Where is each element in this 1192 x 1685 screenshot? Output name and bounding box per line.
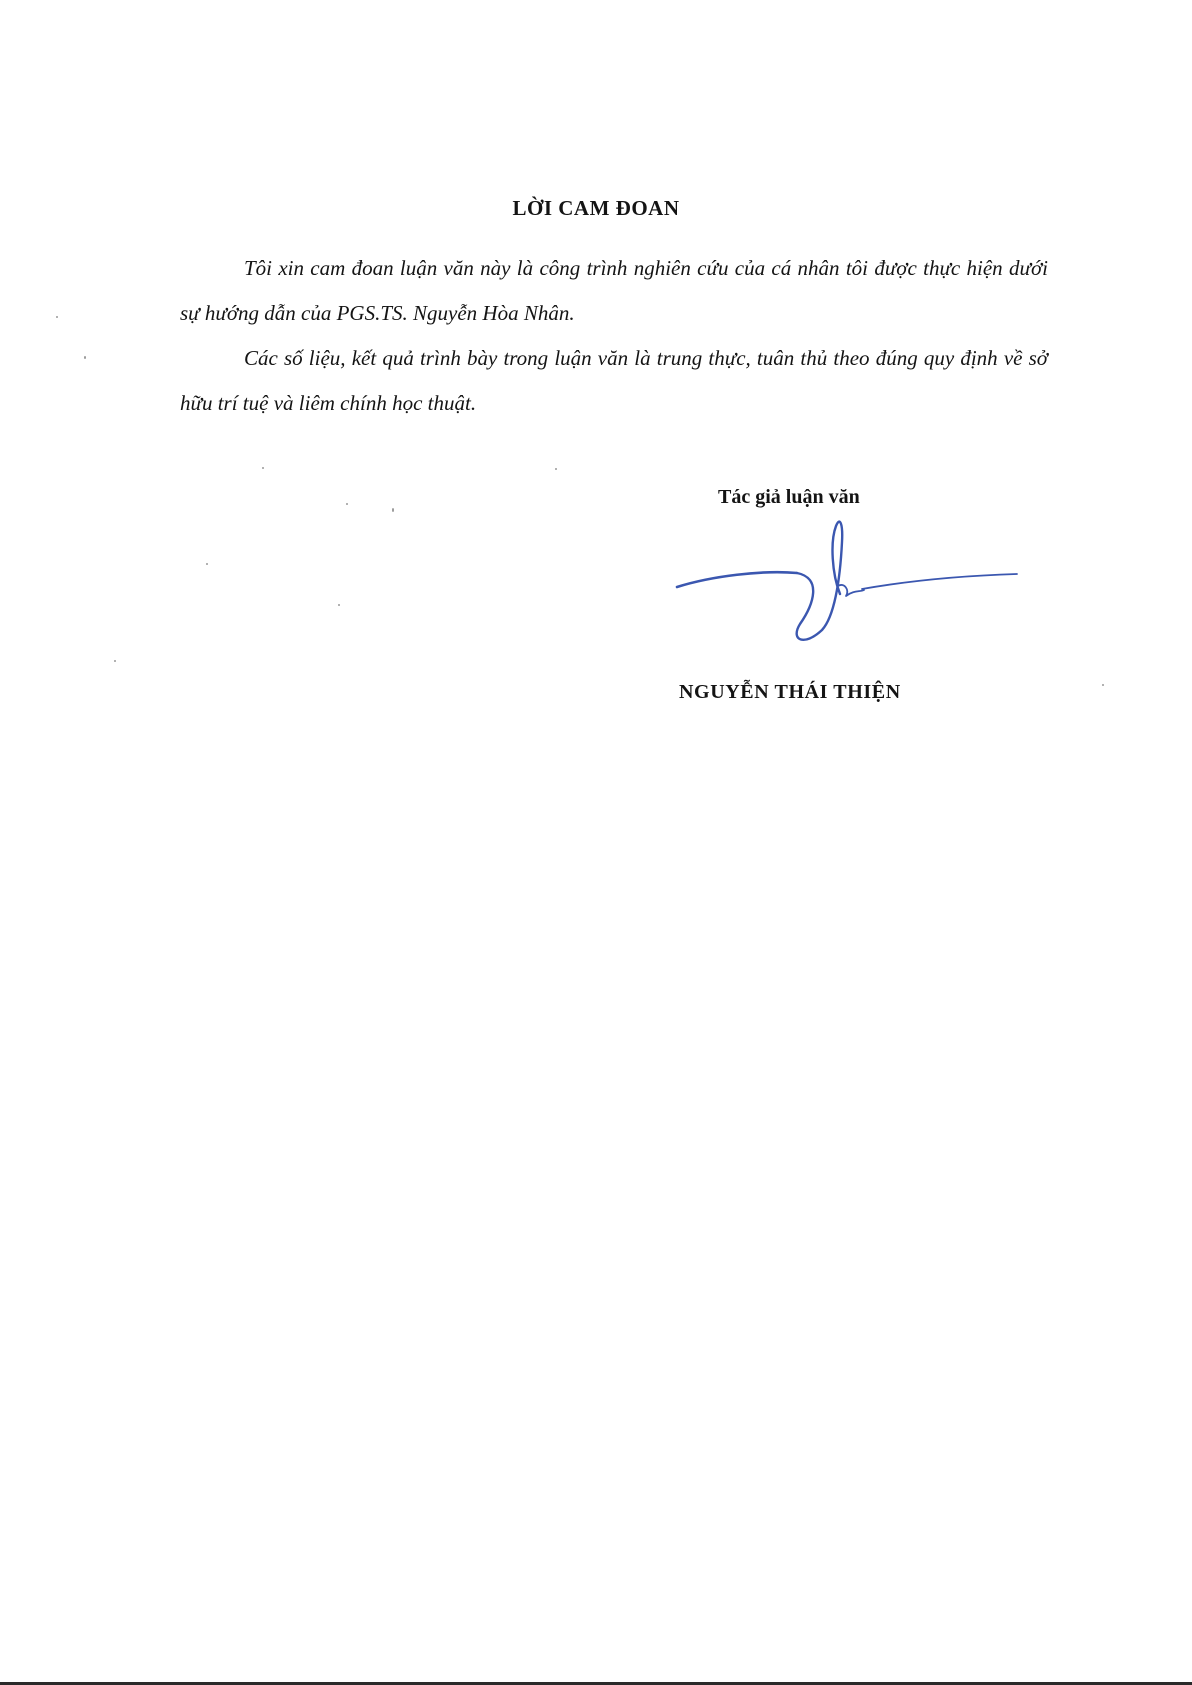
author-label: Tác giả luận văn bbox=[718, 486, 860, 508]
scan-speck bbox=[56, 316, 58, 318]
declaration-paragraph-2: Các số liệu, kết quả trình bày trong luận văn là trung thực, tuân thủ theo đúng quy định về sở hữu trí tuệ và liêm chính học thuật. bbox=[180, 346, 1048, 415]
scan-speck bbox=[392, 508, 394, 512]
scan-speck bbox=[206, 563, 208, 565]
scan-speck bbox=[84, 356, 86, 359]
scan-speck bbox=[338, 604, 340, 606]
scan-speck bbox=[555, 468, 557, 470]
page-title: LỜI CAM ĐOAN bbox=[512, 196, 680, 220]
declaration-paragraph-1: Tôi xin cam đoan luận văn này là công trình nghiên cứu của cá nhân tôi được thực hiện dưới sự hướng dẫn của PGS.TS. Nguyễn Hòa Nhân. bbox=[180, 256, 1048, 325]
scan-speck bbox=[1102, 684, 1104, 686]
scan-speck bbox=[346, 503, 348, 505]
author-name: NGUYỄN THÁI THIỆN bbox=[679, 681, 901, 703]
scan-speck bbox=[114, 660, 116, 662]
signature-icon bbox=[672, 512, 1022, 652]
declaration-body bbox=[180, 246, 1048, 426]
scan-speck bbox=[262, 467, 264, 469]
